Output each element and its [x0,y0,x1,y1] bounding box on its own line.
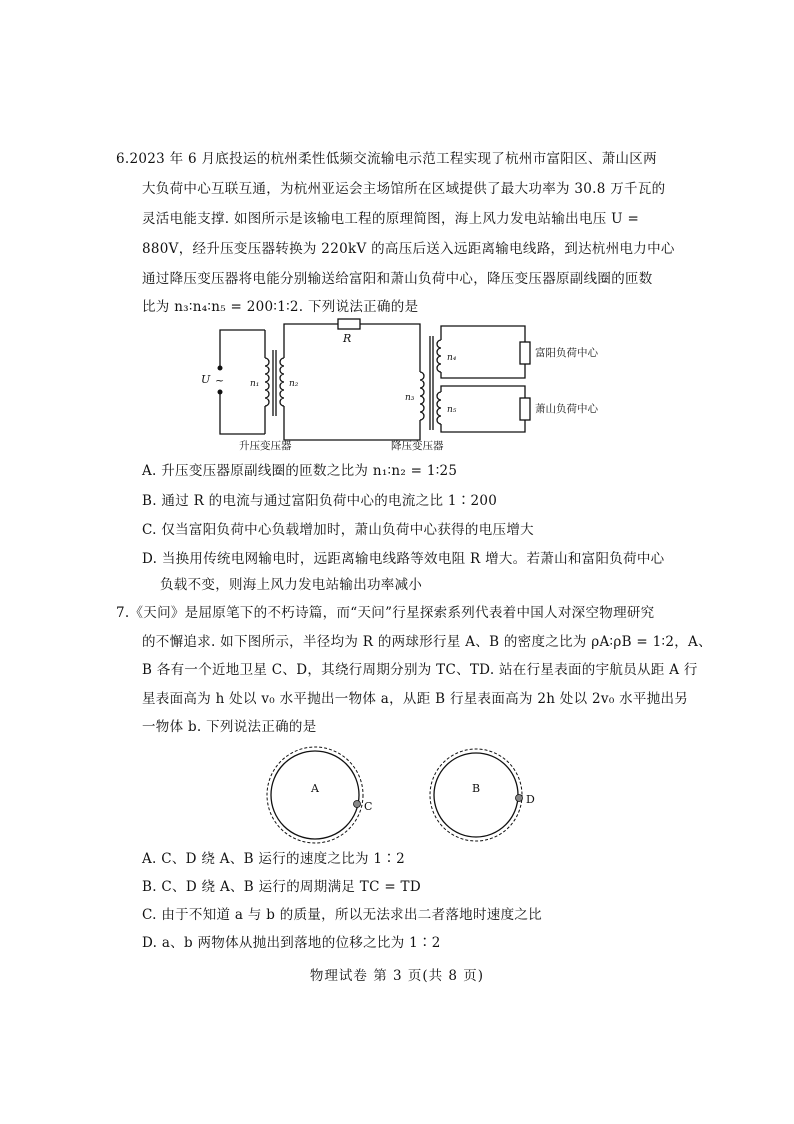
coil-n1-label: n₁ [250,379,260,389]
resistor-label: R [343,332,352,345]
q6-option-d: D. 当换用传统电网输电时，远距离输电线路等效电阻 R 增大。若萧山和富阳负荷中心 [142,551,665,567]
satellite-d-label: D [526,793,535,806]
planets-diagram [260,742,560,852]
satellite-c-label: C [364,800,373,813]
planet-a-icon [271,751,359,839]
satellite-c-icon [354,801,361,808]
page-footer: 物理试卷 第 3 页(共 8 页) [309,968,485,984]
q7-stem-line-1: 7.《天问》是屈原笔下的不朽诗篇，而“天问”行星探索系列代表着中国人对深空物理研究 [116,605,655,621]
q7-option-d: D. a、b 两物体从抛出到落地的位移之比为 1∶2 [142,935,441,951]
q6-option-d-continued: 负载不变，则海上风力发电站输出功率减小 [160,577,423,593]
q7-stem-line-3: B 各有一个近地卫星 C、D，其绕行周期分别为 TC、TD. 站在行星表面的宇航员从距 A 行 [142,662,698,678]
q6-option-a: A. 升压变压器原副线圈的匝数之比为 n₁∶n₂ = 1∶25 [142,463,458,479]
voltage-label: U [201,373,211,386]
q6-stem-line-2: 大负荷中心互联互通，为杭州亚运会主场馆所在区域提供了最大功率为 30.8 万千瓦的 [142,181,666,197]
load-fuyang-label: 富阳负荷中心 [535,347,598,359]
ac-tilde: ~ [215,374,225,387]
coil-n3-label: n₃ [405,393,415,403]
q6-option-b: B. 通过 R 的电流与通过富阳负荷中心的电流之比 1∶200 [142,493,498,509]
step-down-caption: 降压变压器 [391,440,444,452]
q7-stem-line-2: 的不懈追求. 如下图所示，半径均为 R 的两球形行星 A、B 的密度之比为 ρA∶ρB = 1∶2，A、 [142,634,712,650]
coil-n4-label: n₄ [447,353,457,363]
step-up-caption: 升压变压器 [239,440,292,452]
q6-stem-line-5: 通过降压变压器将电能分别输送给富阳和萧山负荷中心，降压变压器原副线圈的匝数 [142,271,653,287]
q7-stem-line-4: 星表面高为 h 处以 v₀ 水平抛出一物体 a，从距 B 行星表面高为 2h 处以 2v₀ 水平抛出另 [142,691,689,707]
planet-b-label: B [472,782,481,795]
planet-a-label: A [311,782,319,795]
orbit-d-icon [430,749,522,841]
coil-n5-label: n₅ [447,405,457,415]
q6-stem-line-4: 880V，经升压变压器转换为 220kV 的高压后送入远距离输电线路，到达杭州电力中心 [142,241,675,257]
q6-stem-line-6: 比为 n₃∶n₄∶n₅ = 200∶1∶2. 下列说法正确的是 [142,299,419,315]
q7-option-b: B. C、D 绕 A、B 运行的周期满足 TC = TD [142,879,421,895]
load-xiaoshan-label: 萧山负荷中心 [535,403,598,415]
q7-option-c: C. 由于不知道 a 与 b 的质量，所以无法求出二者落地时速度之比 [142,907,542,923]
terminal-top-icon [218,366,223,371]
coil-n2-label: n₂ [289,379,299,389]
transmission-circuit-diagram [195,316,625,452]
orbit-c-icon [267,747,363,843]
q6-stem-line-3: 灵活电能支撑. 如图所示是该输电工程的原理简图，海上风力发电站输出电压 U = [142,211,640,227]
q7-option-a: A. C、D 绕 A、B 运行的速度之比为 1∶2 [142,851,405,867]
satellite-d-icon [516,795,523,802]
q7-stem-line-5: 一物体 b. 下列说法正确的是 [142,719,317,735]
terminal-bottom-icon [218,390,223,395]
q6-stem-line-1: 6.2023 年 6 月底投运的杭州柔性低频交流输电示范工程实现了杭州市富阳区、萧山区两 [116,151,657,167]
planet-b-icon [434,753,518,837]
q6-option-c: C. 仅当富阳负荷中心负载增加时，萧山负荷中心获得的电压增大 [142,522,534,538]
